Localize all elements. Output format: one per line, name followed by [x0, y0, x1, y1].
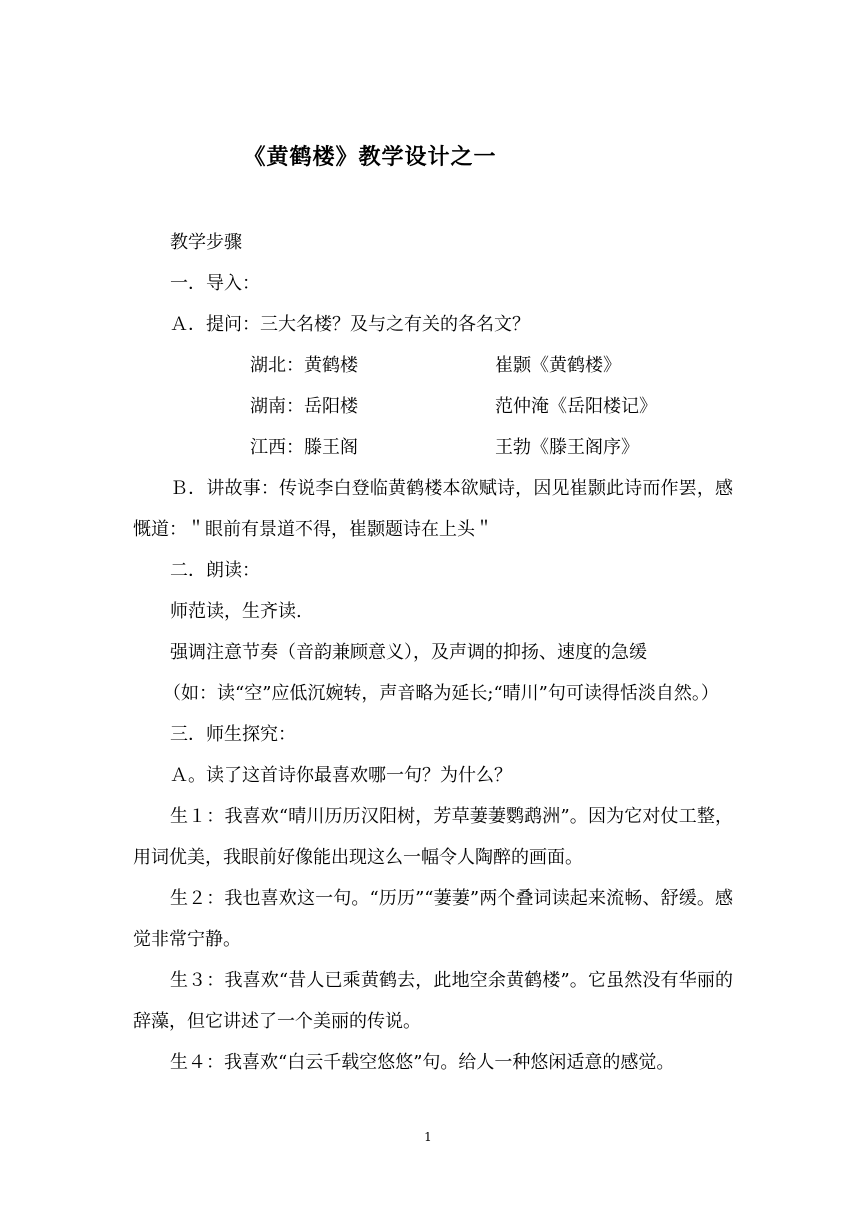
reading-paragraph: 强调注意节奏（音韵兼顾意义），及声调的抑扬、速度的急缓 [170, 642, 647, 663]
story-paragraph: Ｂ．讲故事：传说李白登临黄鹤楼本欲赋诗，因见崔颢此诗而作罢，感慨道：＂眼前有景道不得，崔颢题诗在上头＂ [133, 478, 733, 540]
tower-row [133, 345, 733, 386]
section-inquiry-heading: 三．师生探究： [170, 724, 296, 745]
student-answer: 生１：我喜欢“晴川历历汉阳树，芳草萋萋鹦鹉洲”。因为它对仗工整，用词优美，我眼前好像能出现这么一幅令人陶醉的画面。 [133, 806, 733, 868]
student-answer: 生４：我喜欢“白云千载空悠悠”句。给人一种悠闲适意的感觉。 [170, 1052, 675, 1073]
section-reading-heading: 二．朗读： [170, 560, 260, 581]
tower-work: 崔颢《黄鹤楼》 [495, 355, 621, 376]
section-intro-heading: 一．导入： [170, 273, 260, 294]
student-answer: 生２：我也喜欢这一句。“历历”“萋萋”两个叠词读起来流畅、舒缓。感觉非常宁静。 [133, 888, 733, 950]
question-a: Ａ．提问：三大名楼？及与之有关的各名文？ [170, 314, 530, 335]
tower-place: 湖北：黄鹤楼 [250, 355, 358, 376]
tower-work: 范仲淹《岳阳楼记》 [495, 396, 657, 417]
tower-work: 王勃《滕王阁序》 [495, 437, 639, 458]
steps-heading: 教学步骤 [170, 232, 242, 253]
page-title: 《黄鹤楼》教学设计之一 [243, 144, 497, 170]
tower-row [133, 427, 733, 468]
student-answer: 生３：我喜欢“昔人已乘黄鹤去，此地空余黄鹤楼”。它虽然没有华丽的辞藻，但它讲述了一个美丽的传说。 [133, 970, 733, 1032]
tower-place: 湖南：岳阳楼 [250, 396, 358, 417]
document-body [133, 222, 733, 1083]
reading-paragraph: （如：读“空”应低沉婉转，声音略为延长;“晴川”句可读得恬淡自然。） [163, 683, 719, 704]
reading-paragraph: 师范读，生齐读. [170, 601, 302, 622]
tower-place: 江西：滕王阁 [250, 437, 358, 458]
tower-row [133, 386, 733, 427]
page-number: 1 [424, 1130, 432, 1144]
question-paragraph: Ａ。读了这首诗你最喜欢哪一句？为什么？ [170, 765, 512, 786]
